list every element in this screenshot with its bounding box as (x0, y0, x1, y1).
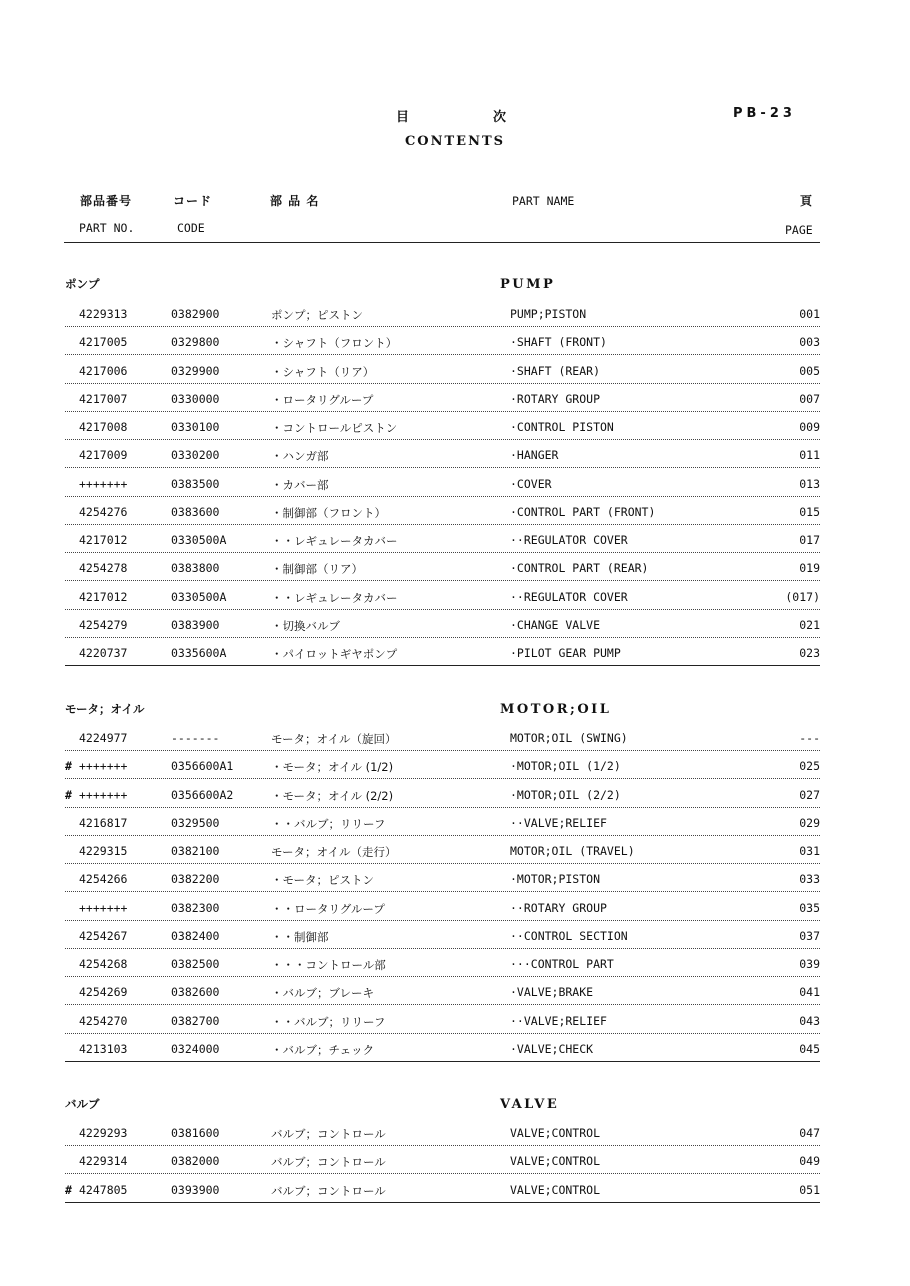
code: 0324000 (171, 1041, 220, 1056)
part-number: 4217005 (79, 335, 128, 350)
table-row (65, 1039, 820, 1062)
code: 0330500A (171, 589, 227, 604)
page-number: 011 (799, 448, 820, 463)
table-row (65, 304, 820, 327)
part-number: 4229315 (79, 844, 128, 858)
col-page: PAGE (785, 223, 813, 237)
code: 0330500A (171, 533, 227, 547)
part-name: MOTOR;OIL (TRAVEL) (510, 844, 635, 858)
part-name-jp: ポンプ；ピストン (271, 308, 363, 322)
section-title-jp: モータ；オイル (65, 702, 145, 716)
code: 0382400 (171, 928, 220, 943)
part-number: 4217006 (79, 363, 128, 378)
part-name-jp: ・パイロットギヤポンプ (271, 647, 398, 661)
page-number: 035 (799, 900, 820, 915)
part-number: 4217009 (79, 448, 128, 463)
part-name: VALVE;CONTROL (510, 1182, 601, 1197)
col-page-jp: 頁 (800, 194, 814, 208)
part-name: ·ROTARY GROUP (510, 391, 601, 406)
page-number: (017) (785, 589, 820, 604)
table-row (65, 502, 820, 525)
part-name-jp: ・カバー部 (271, 477, 329, 492)
part-name: ··REGULATOR COVER (510, 533, 628, 547)
page-number: 013 (799, 476, 820, 491)
page-number: 019 (799, 561, 820, 576)
part-name: VALVE;CONTROL (510, 1126, 601, 1140)
table-row (65, 361, 820, 384)
part-number: +++++++ (79, 759, 128, 774)
code: 0382100 (171, 844, 220, 858)
page-number: 015 (799, 504, 820, 519)
part-name: ·MOTOR;OIL (2/2) (510, 787, 621, 802)
section-title-jp: バルブ (65, 1097, 100, 1111)
part-name: ··VALVE;RELIEF (510, 815, 607, 830)
page-number: 033 (799, 872, 820, 887)
table-row (65, 1011, 820, 1034)
part-name: VALVE;CONTROL (510, 1154, 601, 1169)
section-title-en: MOTOR;OIL (500, 702, 612, 717)
code: 0330000 (171, 391, 220, 406)
part-name-jp: ・ロータリグループ (271, 392, 374, 407)
page-number: 043 (799, 1013, 820, 1028)
part-name-jp: ・制御部（フロント） (271, 505, 386, 520)
page-number: 047 (799, 1126, 820, 1140)
part-name-jp: ・モータ；オイル (2/2) (271, 788, 394, 803)
part-number: 4217008 (79, 420, 128, 434)
title-jp-char-1: 目 (396, 110, 410, 125)
row-mark: # (65, 1182, 72, 1197)
part-number: 4217007 (79, 391, 128, 406)
table-row (65, 332, 820, 355)
part-name: ·MOTOR;OIL (1/2) (510, 759, 621, 774)
part-name-jp: ・・・コントロール部 (271, 958, 386, 972)
code: 0356600A2 (171, 787, 234, 802)
part-name-jp: ・バルブ；チェック (271, 1042, 375, 1057)
code: 0382000 (171, 1154, 220, 1169)
table-row (65, 530, 820, 553)
table-row (65, 474, 820, 497)
part-name-jp: ・・バルブ；リリーフ (271, 816, 386, 831)
page-number: 025 (799, 759, 820, 774)
part-number: 4220737 (79, 646, 128, 660)
page-number: 029 (799, 815, 820, 830)
table-row (65, 756, 820, 779)
page-number: 045 (799, 1041, 820, 1056)
part-name: ···CONTROL PART (510, 957, 614, 971)
table-row (65, 1180, 820, 1203)
part-name-jp: ・モータ；オイル (1/2) (271, 760, 394, 775)
page-number: 037 (799, 928, 820, 943)
row-mark: # (65, 759, 72, 774)
code: 0381600 (171, 1126, 220, 1140)
part-number: 4217012 (79, 533, 128, 547)
code: 0382200 (171, 872, 220, 887)
part-name-jp: ・ハンガ部 (271, 449, 329, 464)
part-name: ·PILOT GEAR PUMP (510, 646, 621, 660)
part-name-jp: ・切換バルブ (271, 618, 340, 633)
page-number: 009 (799, 420, 820, 434)
part-number: +++++++ (79, 476, 128, 491)
table-row (65, 785, 820, 808)
page-number: 003 (799, 335, 820, 350)
part-name-jp: ・・ロータリグループ (271, 901, 385, 916)
table-row (65, 587, 820, 610)
part-number: 4229314 (79, 1154, 128, 1169)
table-row (65, 445, 820, 468)
part-name: ··ROTARY GROUP (510, 900, 607, 915)
code: 0382900 (171, 307, 220, 321)
part-number: 4254276 (79, 504, 128, 519)
page-number: 031 (799, 844, 820, 858)
part-name: ·HANGER (510, 448, 559, 463)
code: 0330100 (171, 420, 220, 434)
table-row (65, 389, 820, 412)
part-name: ··REGULATOR COVER (510, 589, 628, 604)
page-number: 023 (799, 646, 820, 660)
col-part-no-jp: 部品番号 (80, 194, 133, 208)
part-name-jp: ・・バルブ；リリーフ (271, 1014, 386, 1029)
part-name-jp: ・バルブ；ブレーキ (271, 986, 375, 1001)
code: 0329800 (171, 335, 220, 350)
part-name: ·SHAFT (FRONT) (510, 335, 607, 350)
code: 0383600 (171, 504, 220, 519)
part-name: ·MOTOR;PISTON (510, 872, 601, 887)
table-row (65, 1151, 820, 1174)
page-number: 007 (799, 391, 820, 406)
row-mark: # (65, 787, 72, 802)
part-number: 4254270 (79, 1013, 128, 1028)
part-name: ·SHAFT (REAR) (510, 363, 601, 378)
part-name: MOTOR;OIL (SWING) (510, 731, 628, 745)
header-divider (64, 242, 820, 243)
part-number: 4254268 (79, 957, 128, 971)
col-code-jp: コード (173, 194, 213, 208)
part-name-jp: ・モータ；ピストン (271, 873, 375, 888)
part-name-jp: ・シャフト（リア） (271, 364, 375, 379)
code: 0335600A (171, 646, 227, 660)
table-row (65, 898, 820, 921)
part-name-jp: ・コントロールピストン (271, 421, 398, 435)
part-name-jp: ・・制御部 (271, 929, 329, 944)
section-title-en: PUMP (500, 277, 556, 292)
section-title-jp: ポンプ (65, 277, 100, 291)
part-name: ·VALVE;CHECK (510, 1041, 594, 1056)
part-number: 4254267 (79, 928, 128, 943)
part-name-jp: ・・レギュレータカバー (271, 590, 398, 605)
code: 0330200 (171, 448, 220, 463)
page-number: 021 (799, 617, 820, 632)
section-title-en: VALVE (500, 1097, 560, 1112)
code: 0382300 (171, 900, 220, 915)
part-number: 4213103 (79, 1041, 128, 1056)
page-number: 005 (799, 363, 820, 378)
page-title: CONTENTS (404, 134, 506, 149)
part-name-jp: バルブ；コントロール (271, 1127, 386, 1141)
part-name-jp: ・制御部（リア） (271, 562, 363, 577)
part-name-jp: ・シャフト（フロント） (271, 336, 398, 351)
part-name: ·CONTROL PART (REAR) (510, 561, 649, 576)
page-number: 041 (799, 985, 820, 1000)
table-row (65, 417, 820, 440)
col-part-name: PART NAME (512, 194, 575, 208)
part-name-jp: モータ；オイル（走行） (271, 845, 397, 859)
page-number: 049 (799, 1154, 820, 1169)
page-number: 017 (799, 533, 820, 547)
part-number: 4254266 (79, 872, 128, 887)
part-name: ·CHANGE VALVE (510, 617, 601, 632)
part-name: PUMP;PISTON (510, 307, 587, 321)
code: 0329900 (171, 363, 220, 378)
part-name-jp: バルブ；コントロール (271, 1183, 386, 1198)
part-name: ·CONTROL PISTON (510, 420, 614, 434)
part-name: ·CONTROL PART (FRONT) (510, 504, 656, 519)
part-number: 4254269 (79, 985, 128, 1000)
table-row (65, 728, 820, 751)
table-row (65, 841, 820, 864)
col-part-no: PART NO. (79, 221, 135, 235)
code: 0383500 (171, 476, 220, 491)
page-number: --- (799, 731, 820, 745)
part-name: ·COVER (510, 476, 552, 491)
code: ------- (171, 731, 220, 745)
page-number: 001 (799, 307, 820, 321)
code: 0329500 (171, 815, 220, 830)
col-name-jp: 部 品 名 (270, 194, 320, 208)
page-number: 027 (799, 787, 820, 802)
code: 0383800 (171, 561, 220, 576)
title-jp (396, 106, 506, 125)
part-number: +++++++ (79, 787, 128, 802)
part-name-jp: モータ；オイル（旋回） (271, 732, 397, 746)
table-row (65, 926, 820, 949)
part-number: 4254279 (79, 617, 128, 632)
part-number: 4247805 (79, 1182, 128, 1197)
part-number: 4224977 (79, 731, 128, 745)
code: 0356600A1 (171, 759, 234, 774)
part-name: ··CONTROL SECTION (510, 928, 628, 943)
part-name: ··VALVE;RELIEF (510, 1013, 607, 1028)
part-number: 4217012 (79, 589, 128, 604)
code: 0382500 (171, 957, 220, 971)
code: 0393900 (171, 1182, 220, 1197)
part-number: 4229313 (79, 307, 128, 321)
table-row (65, 869, 820, 892)
part-name-jp: バルブ；コントロール (271, 1155, 386, 1170)
part-name-jp: ・・レギュレータカバー (271, 534, 398, 548)
code: 0383900 (171, 617, 220, 632)
page-number: 051 (799, 1182, 820, 1197)
table-row (65, 1123, 820, 1146)
table-row (65, 643, 820, 666)
part-number: 4254278 (79, 561, 128, 576)
part-number: +++++++ (79, 900, 128, 915)
part-name: ·VALVE;BRAKE (510, 985, 594, 1000)
page-code: PB-23 (733, 106, 796, 121)
part-number: 4229293 (79, 1126, 128, 1140)
title-jp-char-2: 次 (492, 110, 506, 125)
part-number: 4216817 (79, 815, 128, 830)
table-row (65, 615, 820, 638)
table-row (65, 813, 820, 836)
table-row (65, 982, 820, 1005)
table-row (65, 558, 820, 581)
page-number: 039 (799, 957, 820, 971)
table-row (65, 954, 820, 977)
code: 0382700 (171, 1013, 220, 1028)
col-code: CODE (177, 221, 205, 235)
code: 0382600 (171, 985, 220, 1000)
